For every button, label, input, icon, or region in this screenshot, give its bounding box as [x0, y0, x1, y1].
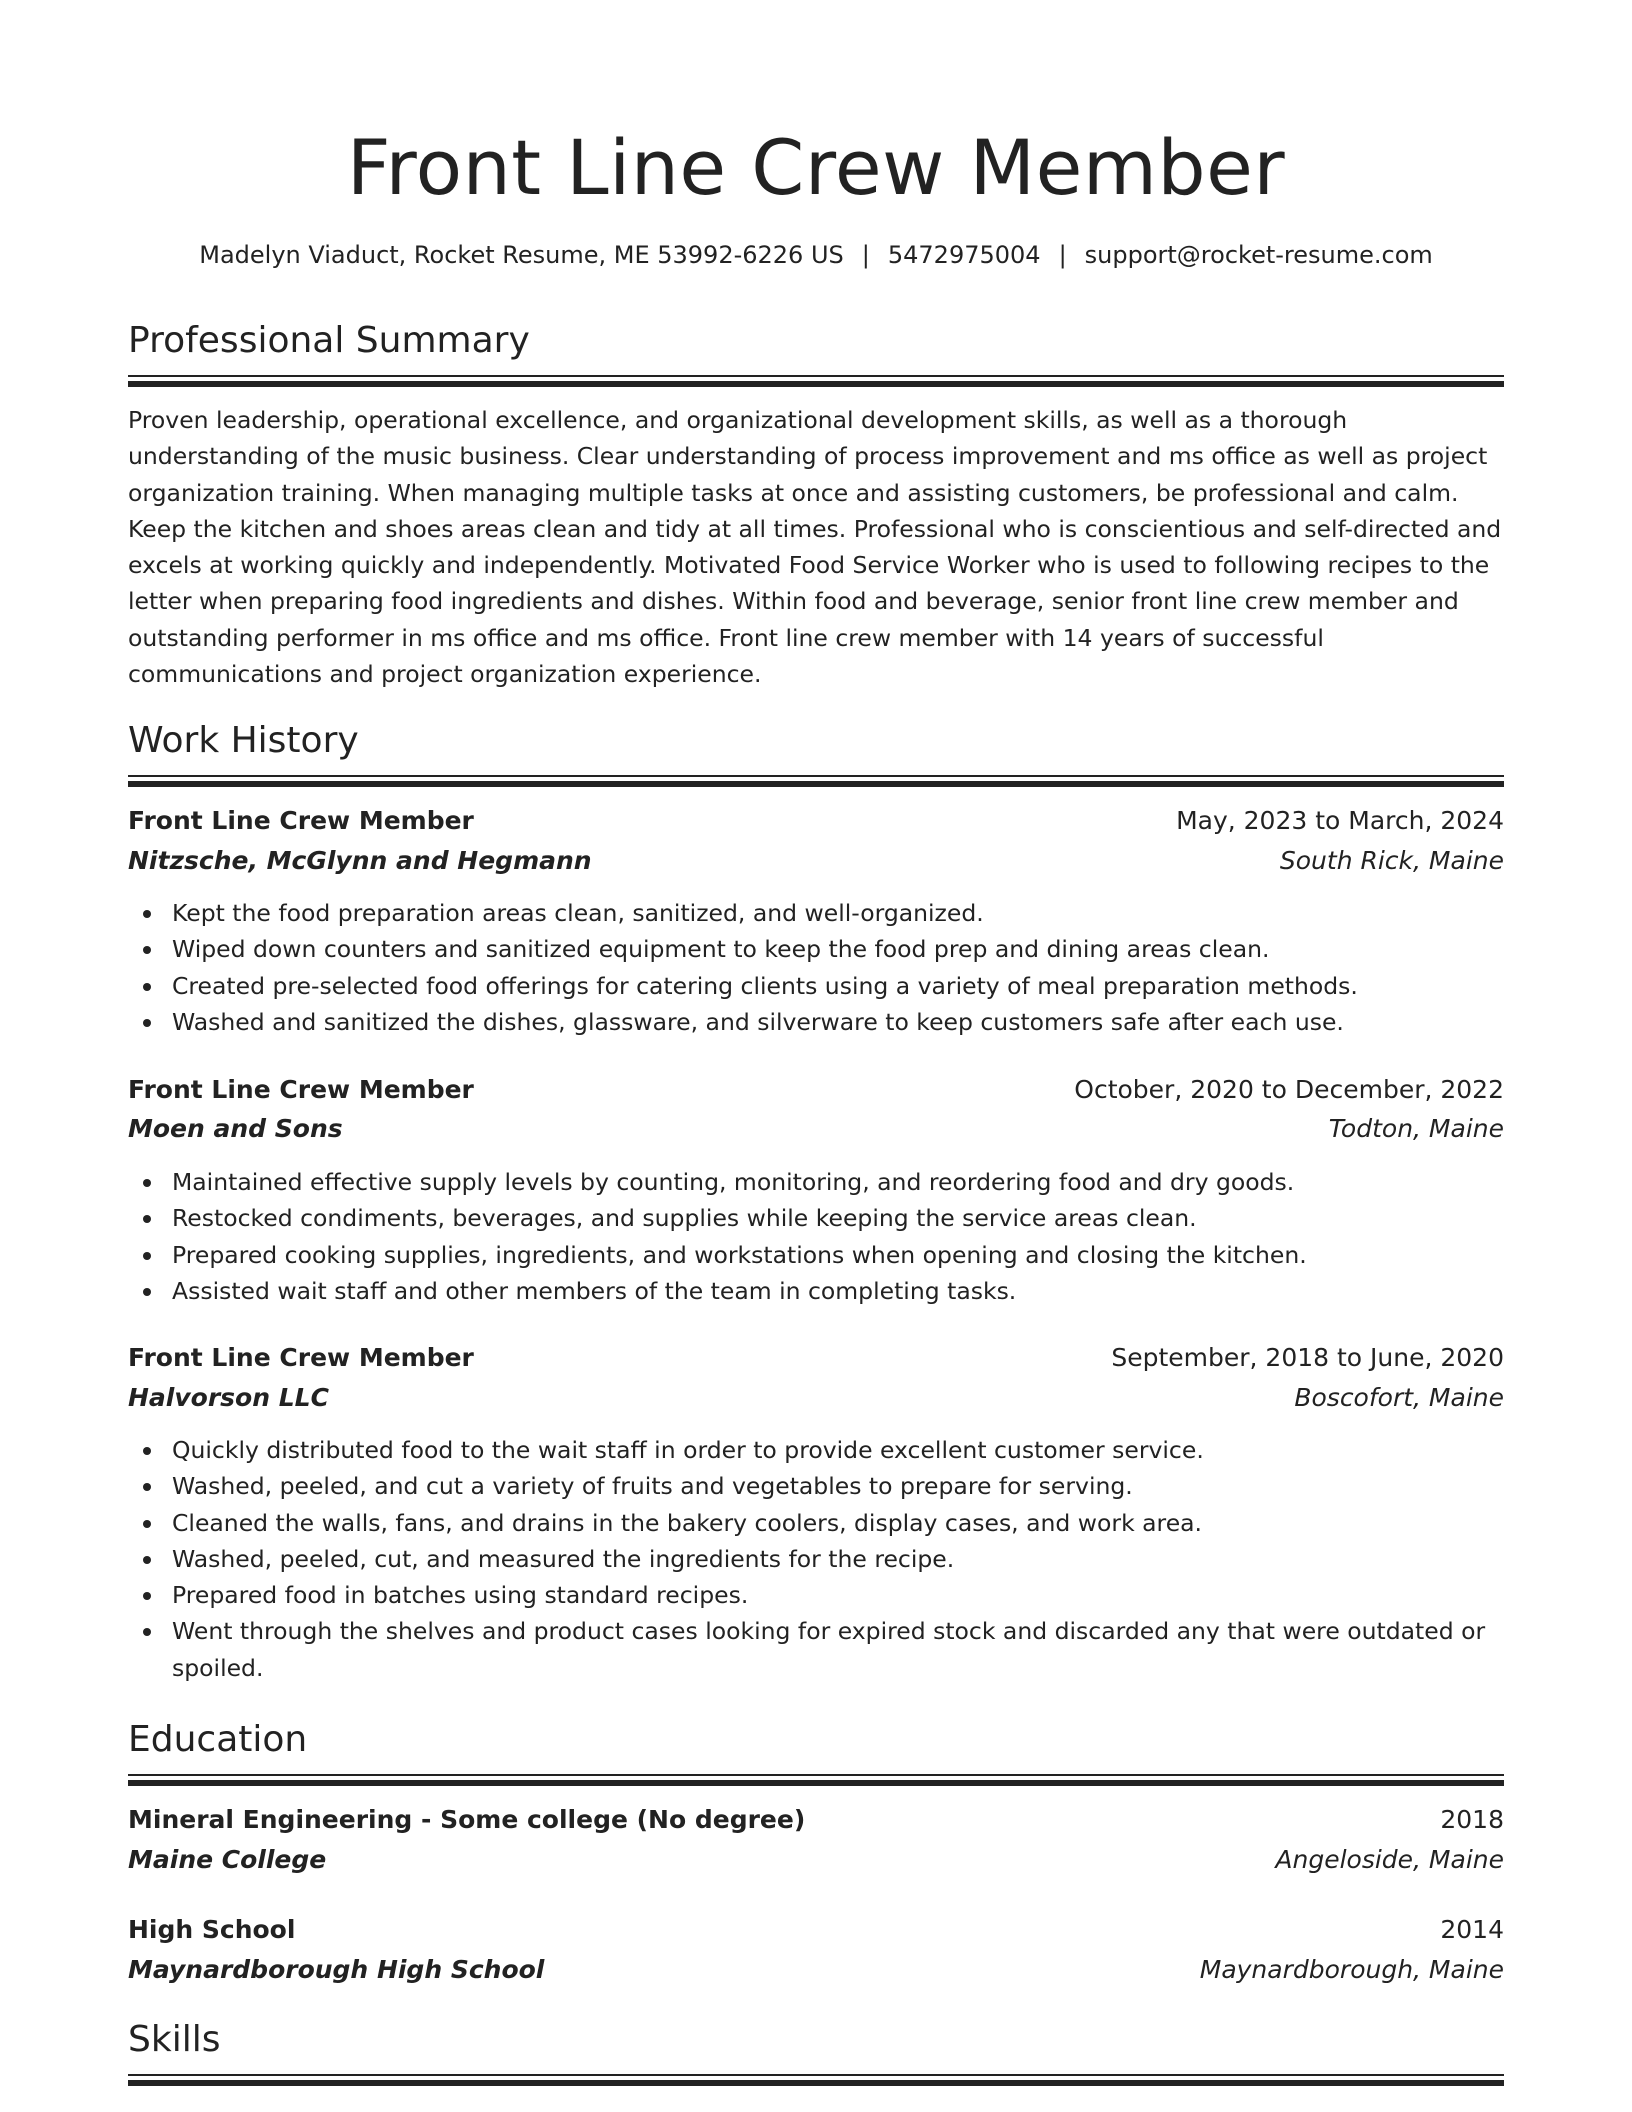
section-heading-summary: Professional Summary: [128, 320, 530, 361]
list-item: Went through the shelves and product cases looking for expired stock and discarded any that were outdated or spoiled.: [128, 1613, 1504, 1686]
resume-title: Front Line Crew Member: [346, 123, 1286, 212]
job-location: Boscofort, Maine: [1294, 1383, 1504, 1412]
job-subheader: [128, 1380, 1504, 1416]
list-item: Kept the food preparation areas clean, sanitized, and well-organized.: [128, 895, 1504, 931]
list-item: Cleaned the walls, fans, and drains in the bakery coolers, display cases, and work area.: [128, 1505, 1504, 1541]
job-header: [128, 803, 1504, 839]
job-dates: October, 2020 to December, 2022: [1074, 1075, 1504, 1104]
job-title: Front Line Crew Member: [128, 806, 474, 835]
job-company: Halvorson LLC: [128, 1383, 329, 1412]
education-location: Maynardborough, Maine: [1199, 1955, 1504, 1984]
job-dates: September, 2018 to June, 2020: [1111, 1343, 1504, 1372]
education-degree: Mineral Engineering - Some college (No degree): [128, 1805, 806, 1834]
list-item: Created pre-selected food offerings for catering clients using a variety of meal preparation methods.: [128, 968, 1504, 1004]
contact-separator: |: [861, 241, 870, 269]
education-year: 2018: [1440, 1805, 1504, 1834]
education-school: Maynardborough High School: [128, 1955, 545, 1984]
job-header: [128, 1072, 1504, 1108]
education-header: [128, 1912, 1504, 1948]
section-divider: [128, 775, 1504, 788]
job-company: Nitzsche, McGlynn and Hegmann: [128, 846, 592, 875]
job-bullets: [128, 895, 1504, 1040]
section-divider: [128, 2074, 1504, 2087]
list-item: Quickly distributed food to the wait staff in order to provide excellent customer service.: [128, 1432, 1504, 1468]
contact-line: [128, 238, 1504, 272]
summary-text: Proven leadership, operational excellence, and organizational development skills, as well as a thorough understanding of the music business. Clear understanding of process improvement and ms office as well as project organization training. When managing multiple tasks at once and assisting customers, be professional and calm. Keep the kitchen and shoes areas clean and tidy at all times. Professional who is conscientious and self-directed and excels at working quickly and independently. Motivated Food Service Worker who is used to following recipes to the letter when preparing food ingredients and dishes. Within food and beverage, senior front line crew member and outstanding performer in ms office and ms office. Front line crew member with 14 years of successful communications and project organization experience.: [128, 406, 1502, 689]
list-item: Wiped down counters and sanitized equipment to keep the food prep and dining areas clean.: [128, 931, 1504, 967]
education-degree: High School: [128, 1915, 296, 1944]
job-subheader: [128, 1111, 1504, 1147]
job-location: Todton, Maine: [1328, 1114, 1504, 1143]
job-bullets: [128, 1164, 1504, 1309]
job-company: Moen and Sons: [128, 1114, 343, 1143]
list-item: Washed and sanitized the dishes, glassware, and silverware to keep customers safe after each use.: [128, 1004, 1504, 1040]
education-subheader: [128, 1842, 1504, 1878]
contact-address: Madelyn Viaduct, Rocket Resume, ME 53992-6226 US: [199, 241, 844, 269]
education-school: Maine College: [128, 1845, 327, 1874]
job-title: Front Line Crew Member: [128, 1343, 474, 1372]
section-heading-skills: Skills: [128, 2019, 221, 2060]
list-item: Prepared food in batches using standard recipes.: [128, 1577, 1504, 1613]
section-divider: [128, 375, 1504, 388]
section-divider: [128, 1774, 1504, 1787]
job-location: South Rick, Maine: [1279, 846, 1504, 875]
job-subheader: [128, 843, 1504, 879]
list-item: Washed, peeled, and cut a variety of fruits and vegetables to prepare for serving.: [128, 1468, 1504, 1504]
list-item: Maintained effective supply levels by counting, monitoring, and reordering food and dry goods.: [128, 1164, 1504, 1200]
section-heading-work: Work History: [128, 720, 359, 761]
list-item: Assisted wait staff and other members of the team in completing tasks.: [128, 1273, 1504, 1309]
list-item: Prepared cooking supplies, ingredients, and workstations when opening and closing the kitchen.: [128, 1237, 1504, 1273]
job-title: Front Line Crew Member: [128, 1075, 474, 1104]
education-header: [128, 1802, 1504, 1838]
education-year: 2014: [1440, 1915, 1504, 1944]
education-subheader: [128, 1952, 1504, 1988]
contact-email: support@rocket-resume.com: [1084, 241, 1433, 269]
education-location: Angeloside, Maine: [1275, 1845, 1504, 1874]
job-dates: May, 2023 to March, 2024: [1176, 806, 1504, 835]
contact-phone: 5472975004: [887, 241, 1041, 269]
job-bullets: [128, 1432, 1504, 1686]
contact-separator: |: [1058, 241, 1067, 269]
list-item: Washed, peeled, cut, and measured the ingredients for the recipe.: [128, 1541, 1504, 1577]
section-heading-education: Education: [128, 1719, 308, 1760]
job-header: [128, 1340, 1504, 1376]
list-item: Restocked condiments, beverages, and supplies while keeping the service areas clean.: [128, 1200, 1504, 1236]
